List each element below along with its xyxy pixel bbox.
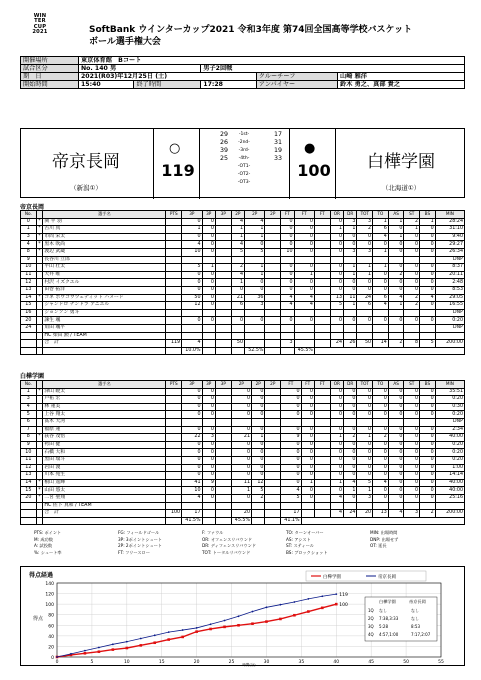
table-row: 20 * 二宮 聖翔 4 0 0 2 5 0 4 0 3 0 0 0 0 25:16 — [21, 494, 465, 502]
col-header: FT — [314, 381, 330, 389]
y-tick-label: 60 — [48, 624, 54, 630]
data-point — [70, 653, 72, 655]
table-row: 24 角田 颯平 DNP — [21, 324, 465, 332]
col-header — [36, 381, 43, 389]
data-point — [196, 627, 198, 629]
x-tick-label: 5 — [90, 660, 94, 665]
table-row: 1 * 津山 暁太 0 0 0 0 0 0 0 0 0 0 0 0 0 35:51 — [21, 388, 465, 396]
col-header: 2P — [265, 381, 281, 389]
abbreviation-legend: PTS: ポイント FG: フィールドゴール F: ファウル TO: ターンオーバー MIN: 出場時間 M: 成功数 3P: 3ポイントシュート OR: オフェンスリバウンド AS: アシスト DNP: 出場せず A: 試投数 2P: 2ポイントシュート DR: ディフェンスリバウンド ST: スティール OT: 延長 %: シュート率 FT: フリースロー TOT: トータルリバウンド BS: ブロックショット — [34, 530, 399, 555]
data-point — [335, 593, 337, 595]
data-point — [293, 614, 296, 617]
x-axis-label: 時間(分) — [242, 663, 256, 667]
y-tick-label: 100 — [45, 603, 54, 609]
team-row: HC 柴田 勲 / TEAM — [21, 332, 465, 340]
quarter-scores: 29 -1st- 17 26 -2nd- 31 39 -3rd- 19 25 -4th- 33 -OT1- -OT2- -OT3- — [219, 131, 282, 185]
col-header: BS — [420, 381, 436, 389]
col-header: TOT — [357, 211, 373, 219]
table-row: 0 * 関 平 羽 0 0 4 4 0 0 0 3 3 1 1 2 1 28:24 — [21, 218, 465, 226]
note-quarter: 2Q — [368, 616, 374, 621]
win-mark: ○ — [169, 141, 181, 156]
home-team — [21, 129, 151, 199]
x-tick-label: 50 — [403, 660, 409, 665]
home-team-name: 帝京長岡 — [52, 152, 120, 172]
col-header: FT — [281, 381, 301, 389]
away-team-name: 白樺学園 — [367, 152, 435, 172]
data-point — [181, 636, 184, 639]
data-point — [210, 623, 212, 625]
data-point — [209, 628, 212, 631]
col-header: FT — [281, 211, 294, 219]
col-header: FT — [314, 211, 330, 219]
wintercup-logo: WIN TER CUP 2021 — [32, 13, 48, 36]
total-row: 合 計 100 17 20 17 4 24 20 13 4 3 2 200:00 — [21, 510, 465, 518]
col-header: AS — [388, 211, 404, 219]
note-value: 4:57,1:00 — [379, 632, 399, 637]
team-row: HC 佐下 真和 / TEAM — [21, 502, 465, 510]
note-quarter: 3Q — [368, 624, 374, 629]
table-row: 12 岩田 渡 0 0 0 0 0 0 0 0 0 0 0 0 0 1:00 — [21, 464, 465, 472]
col-header: 選手名 — [43, 211, 166, 219]
data-point — [238, 615, 240, 617]
data-point — [321, 607, 324, 610]
col-header: 3P — [182, 381, 202, 389]
data-point — [265, 620, 268, 623]
note-value: なし — [379, 608, 387, 613]
x-tick-label: 20 — [193, 660, 200, 665]
col-header: OR — [330, 211, 343, 219]
legend-entry: 帝京長岡 — [378, 575, 396, 580]
col-header: ST — [404, 381, 420, 389]
x-tick-label: 35 — [298, 660, 305, 665]
table-row: 3 戸祐 宏 0 0 0 0 0 0 0 0 0 0 0 0 0 0:20 — [21, 396, 465, 404]
table-row: 15 * 山田 悠太 10 0 1 5 4 0 0 1 1 0 0 0 0 40:00 — [21, 487, 465, 495]
x-tick-label: 10 — [123, 660, 130, 665]
data-point — [279, 618, 282, 621]
data-point — [280, 604, 282, 606]
table-row: 4 林 蓮美 0 0 0 0 0 0 0 0 0 0 0 0 0 0:30 — [21, 403, 465, 411]
col-header: 3P — [202, 381, 215, 389]
legend-entry: 白樺学園 — [323, 575, 341, 580]
table-row: 1 * 古川 真 1 0 1 1 0 0 1 1 2 6 0 1 0 31:10 — [21, 226, 465, 234]
data-point — [266, 606, 268, 608]
data-point — [252, 611, 254, 613]
col-header: MIN — [435, 211, 464, 219]
col-header: PTS — [166, 211, 182, 219]
data-point — [237, 624, 240, 627]
col-header: TO — [373, 381, 389, 389]
x-tick-label: 55 — [438, 660, 444, 665]
table-row: 8 * 荻谷 茂悟 22 3 21 1 9 0 1 2 1 2 0 0 0 40:00 — [21, 434, 465, 442]
note-value: なし — [411, 608, 419, 613]
data-point — [154, 634, 156, 636]
col-header: DR — [344, 211, 357, 219]
col-header: 3P — [215, 211, 231, 219]
table-row: 14 * コネ ボウゴウツェディット ハメード 50 0 21 36 4 4 13 11 24 6 4 2 4 29:05 — [21, 294, 465, 302]
table-row: 8 * 渡辺 武蔵 10 0 5 5 10 0 0 3 3 1 0 0 0 26:34 — [21, 248, 465, 256]
col-header: MIN — [435, 381, 464, 389]
col-header: 3P — [182, 211, 202, 219]
data-point — [98, 647, 100, 649]
table-row: 11 黒田 瑞斗 0 0 0 0 0 0 0 0 0 0 0 0 0 0:20 — [21, 456, 465, 464]
note-value: 8:53 — [411, 624, 420, 629]
home-team-pref: （新潟①） — [70, 184, 102, 192]
y-tick-label: 20 — [48, 645, 54, 651]
table-row: 6 髙木 大河 DNP — [21, 418, 465, 426]
y-tick-label: 0 — [51, 656, 54, 661]
table-row: 11 大井 唯 0 0 4 1 0 1 0 1 1 0 2 0 0 20:11 — [21, 271, 465, 279]
data-point — [195, 630, 198, 633]
table-row: 5 上谷 翔太 0 0 0 0 0 0 0 0 0 0 0 0 0 0:20 — [21, 411, 465, 419]
table-row: 15 ジャンドロ ナンドラ アニエル 12 0 6 3 4 4 5 1 6 4 1 2 0 16:55 — [21, 302, 465, 310]
table-row: 13 田巻 拓洋 0 0 0 0 0 0 0 0 0 0 0 0 0 8:53 — [21, 286, 465, 294]
x-tick-label: 25 — [228, 660, 235, 665]
home-box-score — [20, 210, 465, 355]
away-team — [336, 129, 466, 199]
data-point — [98, 650, 101, 653]
x-tick-label: 45 — [368, 660, 375, 665]
end-label-away: 100 — [339, 603, 348, 609]
data-point — [153, 641, 156, 644]
x-tick-label: 15 — [158, 660, 165, 665]
col-header: PTS — [166, 381, 182, 389]
away-box-score — [20, 380, 465, 525]
score-progress-chart — [21, 567, 466, 667]
away-team-pref: （北海道①） — [381, 184, 421, 192]
col-header — [36, 211, 43, 219]
col-header: AS — [388, 381, 404, 389]
data-point — [223, 626, 226, 629]
pct-row: 10.0% 52.5% 45.5% — [21, 347, 465, 355]
note-quarter: 1Q — [368, 608, 374, 613]
score-progress-chart-box — [20, 566, 465, 666]
col-header: DR — [344, 381, 357, 389]
col-header: TOT — [357, 381, 373, 389]
game-info-table: 開催場所 東京体育館 Bコート 試合区分 No. 140 男 男子2回戦 期 日 2021(R03)年12月25日 (土) クルーチーフ 山崎 雅洋 開始時間 15:40 終了時間 17:28 アンパイヤー 鈴木 勇之、真部 貴之 — [20, 56, 465, 89]
table-row: 13 川本 苑生 0 0 0 0 0 0 0 0 0 0 0 0 0 14:14 — [21, 472, 465, 480]
col-header: TO — [373, 211, 389, 219]
note-quarter: 4Q — [368, 632, 374, 637]
col-header: OR — [330, 381, 343, 389]
y-tick-label: 40 — [48, 634, 54, 640]
data-point — [224, 620, 226, 622]
col-header: 3P — [215, 381, 231, 389]
data-point — [167, 638, 170, 641]
x-tick-label: 30 — [263, 660, 270, 665]
away-total: 100 — [297, 161, 331, 180]
y-tick-label: 140 — [45, 582, 54, 587]
loss-mark: ● — [304, 141, 316, 156]
col-header: 2P — [265, 211, 281, 219]
data-point — [56, 656, 58, 658]
data-point — [126, 647, 129, 650]
x-tick-label: 40 — [333, 660, 340, 665]
note-header: 白樺学園 — [379, 599, 396, 604]
data-point — [321, 595, 323, 597]
col-header: ST — [404, 211, 420, 219]
data-point — [182, 629, 184, 631]
col-header: 選手名 — [43, 381, 166, 389]
pct-row: 41.5% 45.5% 41.1% — [21, 517, 465, 525]
data-point — [112, 643, 114, 645]
table-row: 14 * 根山 遥輝 41 9 11 12 0 1 1 4 5 4 0 0 0 40:00 — [21, 479, 465, 487]
end-label-home: 119 — [339, 593, 348, 599]
data-point — [84, 650, 86, 652]
col-header: FT — [301, 381, 314, 389]
y-axis-label: 得点 — [33, 616, 44, 622]
data-point — [140, 638, 142, 640]
tournament-title: SoftBank ウインターカップ2021 令和3年度 第74回全国高等学校バスケット ボール選手権大会 — [89, 25, 413, 47]
table-row: 9 袴田 健 0 0 0 0 0 0 0 0 0 0 0 0 0 0:20 — [21, 441, 465, 449]
data-point — [307, 610, 310, 613]
col-header: 2P — [245, 211, 265, 219]
data-point — [126, 641, 128, 643]
y-tick-label: 120 — [45, 592, 54, 598]
total-row: 合 計 119 4 50 3 24 26 50 14 2 8 5 200:00 — [21, 340, 465, 348]
note-value: 5:28 — [379, 624, 388, 629]
home-box-label: 帝京長岡 — [20, 204, 45, 211]
col-header: 2P — [231, 211, 244, 219]
col-header: 2P — [252, 381, 265, 389]
note-header: 帝京長岡 — [409, 599, 426, 604]
data-point — [168, 631, 170, 633]
y-tick-label: 80 — [48, 613, 54, 619]
data-point — [112, 648, 115, 651]
col-header: 2P — [231, 381, 251, 389]
col-header: No. — [21, 381, 37, 389]
col-header: No. — [21, 211, 37, 219]
table-row: 16 ジョンソン 勇斗 DNP — [21, 309, 465, 317]
data-point — [251, 622, 254, 625]
x-tick-label: 0 — [55, 660, 59, 665]
table-row: 20 諫生 颯 0 0 0 0 0 0 0 0 0 0 0 0 0 0:20 — [21, 317, 465, 325]
away-box-label: 白樺学園 — [20, 373, 45, 380]
table-row: 9 長谷川 立郎 DNP — [21, 256, 465, 264]
table-row: 4 * 黒木 吹尚 4 0 4 0 0 0 0 0 0 0 0 0 0 29:27 — [21, 241, 465, 249]
home-total: 119 — [161, 161, 195, 180]
note-value: 7:17,2:07 — [411, 632, 431, 637]
data-point — [84, 652, 87, 655]
chart-title: 得点経過 — [29, 572, 54, 579]
table-row: 7 福原 蓮 0 0 0 0 0 0 0 0 0 0 0 0 0 2:34 — [21, 426, 465, 434]
data-point — [307, 598, 309, 600]
table-row: 10 平山 壮太 5 1 2 1 0 0 0 1 1 1 0 0 0 8:37 — [21, 264, 465, 272]
note-value: 7:38,3:33 — [379, 616, 399, 621]
table-row: 3 * 市問 宋太 0 0 1 1 0 0 0 0 0 4 1 0 0 9:40 — [21, 233, 465, 241]
data-point — [139, 644, 142, 647]
score-summary — [20, 128, 465, 198]
note-value: なし — [411, 616, 419, 621]
table-row: 10 石橋 大和 0 0 0 0 0 0 0 0 0 0 0 0 0 0:20 — [21, 449, 465, 457]
table-row: 12 村沢 イズクエル 0 0 1 0 0 0 0 0 0 0 0 0 0 2:48 — [21, 279, 465, 287]
col-header: FT — [294, 211, 314, 219]
data-point — [293, 601, 295, 603]
data-point — [335, 603, 338, 606]
col-header: 3P — [202, 211, 215, 219]
col-header: BS — [420, 211, 436, 219]
